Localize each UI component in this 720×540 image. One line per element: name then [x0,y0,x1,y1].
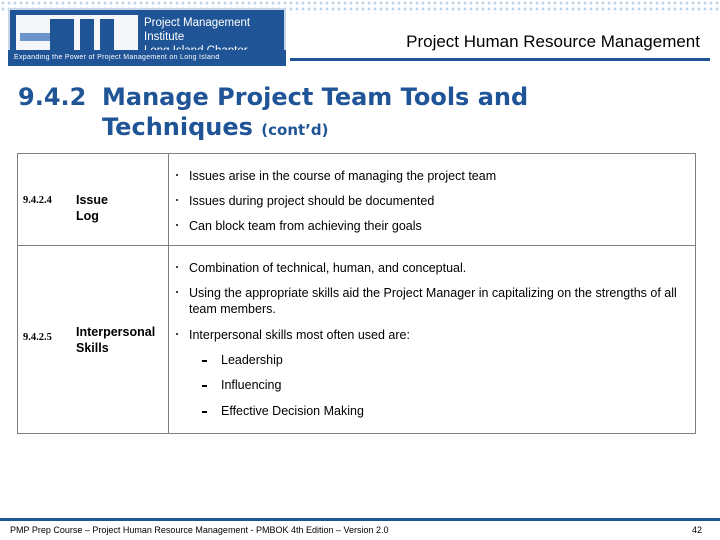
footer-rule [0,518,720,521]
slide-number: 9.4.2 [18,83,87,111]
slide-title [18,82,528,145]
list-item: Using the appropriate skills aid the Project Manager in capitalizing on the strengths of all team members. [176,285,686,317]
content-table [17,153,696,434]
row-name: Interpersonal Skills [76,325,156,355]
table-row [18,154,695,246]
table-row [18,246,695,433]
sub-list-item: Influencing [202,377,281,393]
list-item: Can block team from achieving their goals [176,218,686,234]
sub-list-item: Effective Decision Making [202,403,364,419]
row-name: Issue Log [76,193,108,223]
row-code: 9.4.2.4 [23,195,52,206]
header-title: Project Human Resource Management [406,32,700,51]
list-item: Combination of technical, human, and conceptual. [176,260,686,276]
header-rule [290,58,710,61]
list-item: Issues arise in the course of managing the project team [176,168,686,184]
list-item: Issues during project should be documented [176,193,686,209]
slide-title-line1: Manage Project Team Tools and [102,83,529,111]
row-code: 9.4.2.5 [23,332,52,343]
logo-tagline: Expanding the Power of Project Management on Long Island [14,54,220,61]
logo-tagline-band [8,50,286,66]
slide-title-suffix: (cont’d) [261,121,329,139]
logo-line1: Project Management Institute [144,17,251,43]
sub-list-item: Leadership [202,352,283,368]
slide-title-line2: Techniques [102,113,253,141]
page-number: 42 [691,525,702,535]
footer-text: PMP Prep Course – Project Human Resource Management - PMBOK 4th Edition – Version 2.0 [10,525,389,535]
list-item: Interpersonal skills most often used are: [176,327,686,343]
